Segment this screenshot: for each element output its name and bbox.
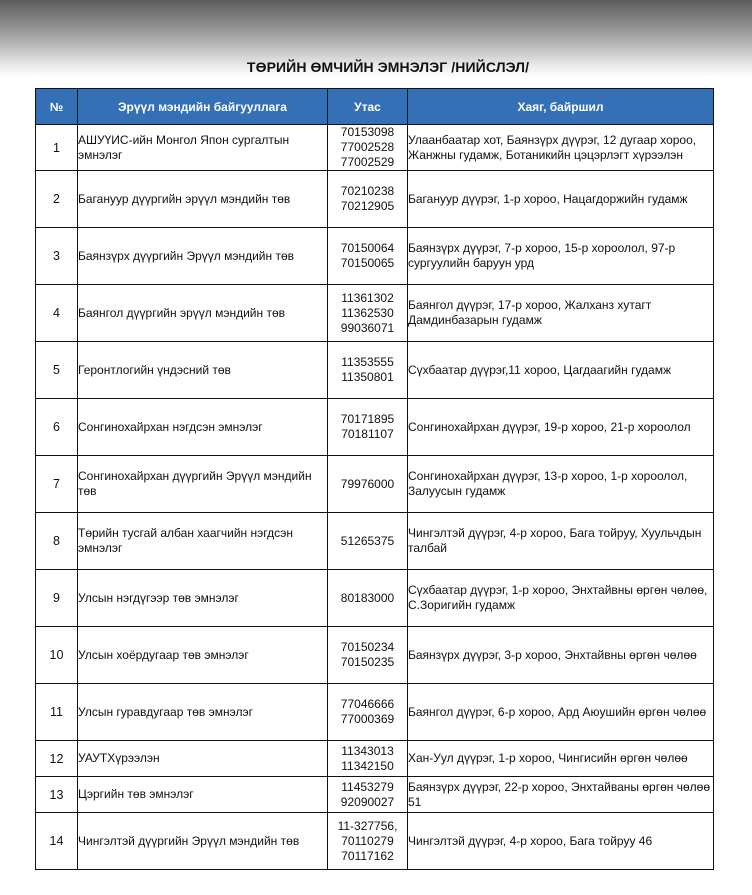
phone-cell	[328, 399, 408, 456]
address: Чингэлтэй дүүрэг, 4-р хороо, Бага тойруу, Хуульчдын талбай	[408, 513, 714, 570]
organization-name: Геронтлогийн үндэсний төв	[78, 342, 328, 399]
phone-number: 11350801	[341, 370, 394, 384]
table-row	[36, 342, 714, 399]
row-number: 2	[36, 171, 78, 228]
phone-cell	[328, 741, 408, 777]
phone-cell	[328, 813, 408, 870]
organization-name: Сонгинохайрхан дүүргийн Эрүүл мэндийн төв	[78, 456, 328, 513]
table-row	[36, 627, 714, 684]
phone-number: 11343013	[341, 743, 394, 758]
phone-number: 70150234	[340, 640, 395, 654]
phone-number: 70150065	[340, 256, 395, 270]
phone-number: 77000369	[340, 712, 395, 726]
table-row	[36, 513, 714, 570]
row-number: 4	[36, 285, 78, 342]
row-number: 14	[36, 813, 78, 870]
phone-number: 70117162	[341, 848, 394, 863]
phone-number: 92090027	[340, 794, 395, 809]
row-number: 10	[36, 627, 78, 684]
phone-number: 70150064	[340, 241, 395, 255]
table-header-row	[36, 89, 714, 125]
phone-number: 77046666	[340, 697, 395, 711]
address: Баянзүрх дүүрэг, 22-р хороо, Энхтайваны өргөн чөлөө 51	[408, 777, 714, 813]
row-number: 13	[36, 777, 78, 813]
table-row	[36, 228, 714, 285]
organization-name: Сонгинохайрхан нэгдсэн эмнэлэг	[78, 399, 328, 456]
address: Сонгинохайрхан дүүрэг, 19-р хороо, 21-р хороолол	[408, 399, 714, 456]
phone-number: 11353555	[341, 355, 394, 369]
phone-cell	[328, 513, 408, 570]
address: Сонгинохайрхан дүүрэг, 13-р хороо, 1-р хороолол, Залуусын гудамж	[408, 456, 714, 513]
phone-cell	[328, 627, 408, 684]
hospitals-table	[35, 88, 714, 870]
phone-cell	[328, 456, 408, 513]
organization-name: Чингэлтэй дүүргийн Эрүүл мэндийн төв	[78, 813, 328, 870]
column-header-phone: Утас	[328, 89, 408, 125]
phone-number: 70181107	[341, 427, 394, 441]
organization-name: Цэргийн төв эмнэлэг	[78, 777, 328, 813]
organization-name: Баянзүрх дүүргийн Эрүүл мэндийн төв	[78, 228, 328, 285]
organization-name: УАУТХүрээлэн	[78, 741, 328, 777]
organization-name: Улсын нэгдүгээр төв эмнэлэг	[78, 570, 328, 627]
organization-name: Улсын хоёрдугаар төв эмнэлэг	[78, 627, 328, 684]
phone-number: 70150235	[340, 655, 395, 669]
phone-cell	[328, 171, 408, 228]
address: Баянзүрх дүүрэг, 7-р хороо, 15-р хороолол, 97-р сургуулийн баруун урд	[408, 228, 714, 285]
phone-number: 99036071	[340, 320, 395, 335]
column-header-number: №	[36, 89, 78, 125]
address: Сүхбаатар дүүрэг, 1-р хороо, Энхтайвны өргөн чөлөө, С.Зоригийн гудамж	[408, 570, 714, 627]
table-row	[36, 125, 714, 171]
phone-number: 70171895	[340, 412, 395, 426]
table-row	[36, 777, 714, 813]
column-header-address: Хаяг, байршил	[408, 89, 714, 125]
table-row	[36, 456, 714, 513]
address: Хан-Уул дүүрэг, 1-р хороо, Чингисийн өргөн чөлөө	[408, 741, 714, 777]
phone-number: 11342150	[341, 758, 394, 773]
address: Баянзүрх дүүрэг, 3-р хороо, Энхтайвны өргөн чөлөө	[408, 627, 714, 684]
phone-number: 70210238	[340, 184, 395, 198]
table-row	[36, 813, 714, 870]
phone-number: 70110279	[341, 833, 394, 848]
phone-number: 70153098	[340, 125, 395, 139]
table-row	[36, 684, 714, 741]
row-number: 8	[36, 513, 78, 570]
phone-number: 80183000	[340, 590, 395, 605]
table-row	[36, 570, 714, 627]
phone-cell	[328, 125, 408, 171]
organization-name: Улсын гуравдугаар төв эмнэлэг	[78, 684, 328, 741]
phone-cell	[328, 684, 408, 741]
table-row	[36, 285, 714, 342]
phone-cell	[328, 570, 408, 627]
organization-name: Багануур дүүргийн эрүүл мэндийн төв	[78, 171, 328, 228]
table-row	[36, 741, 714, 777]
row-number: 5	[36, 342, 78, 399]
phone-cell	[328, 342, 408, 399]
column-header-organization: Эрүүл мэндийн байгууллага	[78, 89, 328, 125]
phone-number: 11-327756,	[337, 818, 398, 833]
phone-number: 70212905	[340, 199, 395, 213]
row-number: 11	[36, 684, 78, 741]
phone-cell	[328, 285, 408, 342]
phone-number: 77002529	[340, 155, 395, 169]
phone-number: 79976000	[340, 476, 395, 491]
phone-number: 11361302	[341, 290, 394, 305]
phone-cell	[328, 777, 408, 813]
organization-name: АШУҮИС-ийн Монгол Япон сургалтын эмнэлэг	[78, 125, 328, 171]
address: Баянгол дүүрэг, 17-р хороо, Жалханз хутагт Дамдинбазарын гудамж	[408, 285, 714, 342]
phone-number: 11362530	[341, 305, 394, 320]
phone-number: 51265375	[340, 533, 395, 548]
phone-number: 77002528	[340, 140, 395, 154]
page-title: ТӨРИЙН ӨМЧИЙН ЭМНЭЛЭГ /НИЙСЛЭЛ/	[246, 59, 530, 75]
table-row	[36, 399, 714, 456]
address: Баянгол дүүрэг, 6-р хороо, Ард Аюушийн өргөн чөлөө	[408, 684, 714, 741]
address: Багануур дүүрэг, 1-р хороо, Нацагдоржийн гудамж	[408, 171, 714, 228]
row-number: 12	[36, 741, 78, 777]
table-row	[36, 171, 714, 228]
organization-name: Баянгол дүүргийн эрүүл мэндийн төв	[78, 285, 328, 342]
row-number: 6	[36, 399, 78, 456]
organization-name: Төрийн тусгай албан хаагчийн нэгдсэн эмнэлэг	[78, 513, 328, 570]
row-number: 7	[36, 456, 78, 513]
address: Чингэлтэй дүүрэг, 4-р хороо, Бага тойруу 46	[408, 813, 714, 870]
row-number: 3	[36, 228, 78, 285]
address: Улаанбаатар хот, Баянзүрх дүүрэг, 12 дугаар хороо, Жанжны гудамж, Ботаникийн цэцэрлэгт хүрээлэн	[408, 125, 714, 171]
phone-cell	[328, 228, 408, 285]
row-number: 9	[36, 570, 78, 627]
address: Сүхбаатар дүүрэг,11 хороо, Цагдаагийн гудамж	[408, 342, 714, 399]
row-number: 1	[36, 125, 78, 171]
phone-number: 11453279	[341, 779, 394, 794]
